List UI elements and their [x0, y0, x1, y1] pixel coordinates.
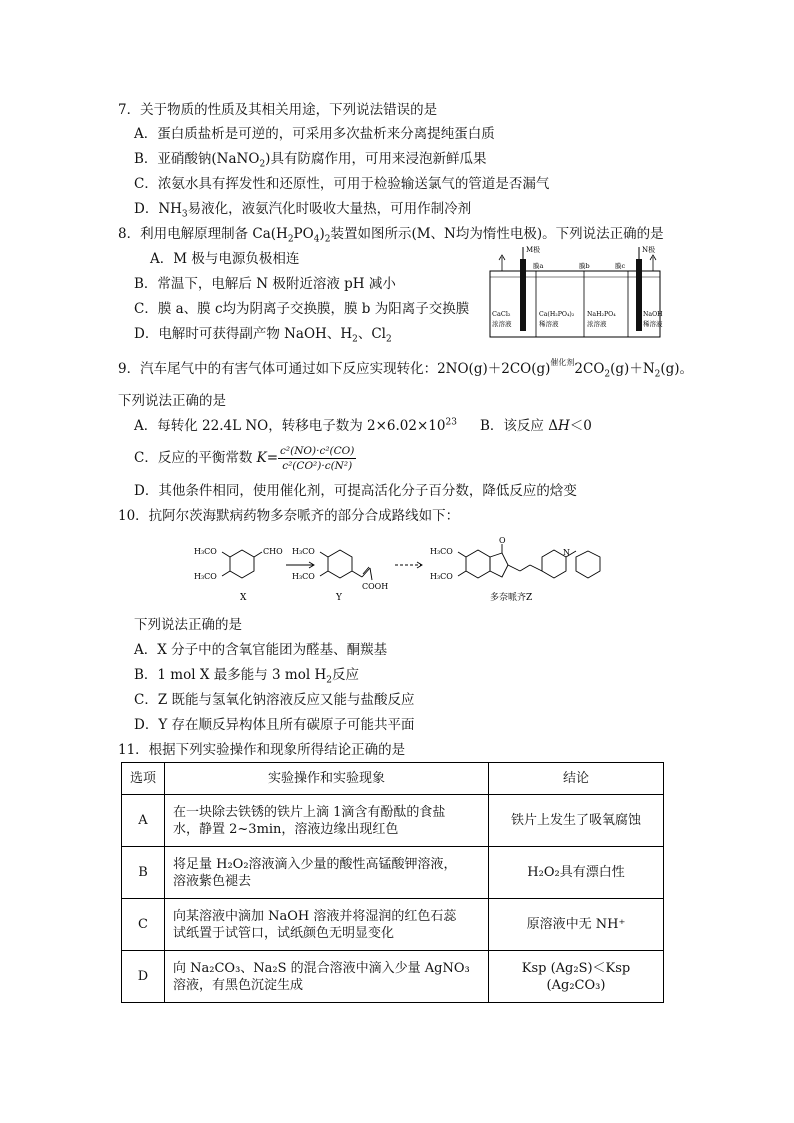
cell4-line1: NaOH: [643, 311, 663, 318]
z-nitrogen: N: [563, 548, 570, 557]
row-operation: 向某溶液中滴加 NaOH 溶液并将湿润的红色石蕊 试纸置于试管口，试纸颜色无明显变化: [165, 899, 489, 951]
row-conclusion: 铁片上发生了吸氧腐蚀: [489, 795, 664, 847]
q8-option-a: A．M 极与电源负极相连: [150, 251, 300, 267]
z-cyclopentanone: [490, 553, 508, 577]
label-z: 多奈哌齐Z: [490, 593, 533, 603]
q9-option-b: B．该反应 ΔH＜0: [480, 418, 592, 434]
q7-option-b: B．亚硝酸钠(NaNO$_2$)具有防腐作用，可用来浸泡新鲜瓜果: [134, 151, 487, 170]
equilibrium-fraction: $\frac{\text{c²(NO)·c²(CO)}}{\text{c²(CO²)·c(N²)}}$: [280, 445, 355, 472]
table-row: [122, 951, 664, 1003]
electrolysis-diagram: [487, 243, 663, 339]
x-cho: CHO: [263, 547, 283, 556]
x-ring: [230, 550, 254, 578]
q9-stem: 9．汽车尾气中的有害气体可通过如下反应实现转化：$2NO(g)+2CO(g)^{催化剂}2CO_2(g)+N_2(g)$。: [118, 358, 694, 380]
row-operation: 向 Na₂CO₃、Na₂S 的混合溶液中滴入少量 AgNO₃ 溶液，有黑色沉淀生成: [165, 951, 489, 1003]
label-membrane-b: 膜b: [579, 262, 590, 270]
table-header-row: [122, 763, 664, 795]
x-h3co-2: H₃CO: [194, 572, 217, 581]
q9-option-d: D．其他条件相同，使用催化剂，可提高活化分子百分数，降低反应的焓变: [134, 483, 577, 499]
q7-option-c: C．浓氨水具有挥发性和还原性，可用于检验输送氯气的管道是否漏气: [134, 176, 550, 192]
z-benzene-ring: [466, 550, 490, 578]
synthesis-svg: [190, 535, 630, 633]
x-och3-bond-2: [222, 571, 230, 576]
cell2-line1: Ca(H₂PO₄)₂: [539, 311, 575, 318]
y-och3-bond-1: [320, 552, 328, 557]
cell2-line2: 稀溶液: [539, 320, 559, 328]
q7-stem: 7．关于物质的性质及其相关用途，下列说法错误的是: [118, 102, 438, 118]
z-chain-3: [530, 565, 542, 571]
q8-option-b: B．常温下，电解后 N 极附近溶液 pH 减小: [134, 276, 396, 292]
cell4-line2: 稀溶液: [643, 320, 663, 328]
q9-option-a: A．每转化 22.4L NO，转移电子数为 $2\times 6.02\times 10^{23}$: [134, 417, 457, 434]
cell1-line2: 浓溶液: [492, 320, 512, 328]
cell3-line1: NaH₂PO₄: [587, 311, 616, 318]
y-cooh-bond: [370, 568, 372, 580]
y-vinyl-bond-1: [352, 571, 362, 577]
z-benzyl-ring: [576, 551, 600, 578]
y-vinyl-bond-2: [362, 568, 370, 577]
row-option: D: [122, 951, 165, 1003]
q7-option-a: A．蛋白质盐析是可逆的，可采用多次盐析来分离提纯蛋白质: [134, 126, 495, 142]
y-h3co-2: H₃CO: [292, 572, 315, 581]
row-operation: 将足量 H₂O₂溶液滴入少量的酸性高锰酸钾溶液， 溶液紫色褪去: [165, 847, 489, 899]
x-h3co-1: H₃CO: [194, 547, 217, 556]
label-n-electrode: N极: [642, 246, 656, 254]
q7-option-d: D．$NH_3$易液化，液氨汽化时吸收大量热，可用作制冷剂: [134, 201, 472, 220]
q8-stem: 8．利用电解原理制备 $Ca(H_2PO_4)_2$装置如图所示(M、N均为惰性电极)。下列说法正确的是: [118, 226, 664, 245]
table-row: [122, 795, 664, 847]
x-och3-bond-1: [222, 552, 230, 557]
row-operation: 在一块除去铁锈的铁片上滴 1滴含有酚酞的食盐 水，静置 2~3min，溶液边缘出现红色: [165, 795, 489, 847]
cell3-line2: 浓溶液: [587, 320, 607, 328]
header-conclusion: 结论: [489, 763, 664, 795]
header-option: 选项: [122, 763, 165, 795]
row-option: A: [122, 795, 165, 847]
row-conclusion: 原溶液中无 NH⁺: [489, 899, 664, 951]
z-och3-bond-1: [458, 552, 466, 557]
q10-option-d: D．Y 存在顺反异构体且所有碳原子可能共平面: [134, 717, 415, 733]
q8-option-c: C．膜 a、膜 c均为阴离子交换膜，膜 b 为阳离子交换膜: [134, 301, 470, 317]
y-och3-bond-2: [320, 571, 328, 576]
x-cho-bond: [254, 552, 262, 557]
y-ring: [328, 550, 352, 578]
synthesis-route-diagram: [190, 535, 630, 633]
q10-option-c: C．Z 既能与氢氧化钠溶液反应又能与盐酸反应: [134, 692, 415, 708]
z-chain-1: [508, 565, 520, 571]
y-h3co-1: H₃CO: [292, 547, 315, 556]
z-oxygen: O: [499, 536, 506, 545]
q10-stem: 10．抗阿尔茨海默病药物多奈哌齐的部分合成路线如下：: [118, 508, 460, 524]
header-operation: 实验操作和实验现象: [165, 763, 489, 795]
y-cooh: COOH: [362, 582, 389, 591]
cell1-line1: CaCl₂: [492, 310, 511, 318]
q11-stem: 11．根据下列实验操作和现象所得结论正确的是: [118, 742, 406, 758]
z-och3-bond-2: [458, 571, 466, 576]
q9-line2: 下列说法正确的是: [118, 393, 226, 409]
experiment-table: [121, 762, 664, 1003]
electrode-n: [636, 259, 642, 331]
q10-option-b: B．1 mol X 最多能与 3 mol $H_2$反应: [134, 667, 359, 686]
q8-option-d: D．电解时可获得副产物 NaOH、$H_2$、$Cl_2$: [134, 326, 392, 345]
q9-option-c: C．反应的平衡常数 K= $\frac{\text{c²(NO)·c²(CO)}}{\text{c²(CO²)·c(N²)}}$: [134, 445, 355, 472]
tank-outline: [490, 271, 660, 337]
z-h3co-2: H₃CO: [430, 572, 453, 581]
z-h3co-1: H₃CO: [430, 547, 453, 556]
label-x: X: [240, 593, 247, 603]
table-row: [122, 899, 664, 951]
label-m-electrode: M极: [526, 246, 541, 254]
table-row: [122, 847, 664, 899]
electrode-m: [520, 259, 526, 331]
q10-option-a: A．X 分子中的含氧官能团为醛基、酮羰基: [134, 642, 388, 658]
label-membrane-a: 膜a: [533, 262, 544, 270]
z-chain-2: [520, 565, 530, 571]
catalyst-label: 催化剂: [550, 358, 575, 367]
row-conclusion: H₂O₂具有漂白性: [489, 847, 664, 899]
row-option: B: [122, 847, 165, 899]
q10-line2: 下列说法正确的是: [134, 617, 242, 633]
label-y: Y: [336, 593, 342, 603]
electrolysis-svg: [487, 243, 663, 339]
row-conclusion: Ksp (Ag₂S)＜Ksp (Ag₂CO₃): [489, 951, 664, 1003]
row-option: C: [122, 899, 165, 951]
label-membrane-c: 膜c: [615, 262, 626, 270]
